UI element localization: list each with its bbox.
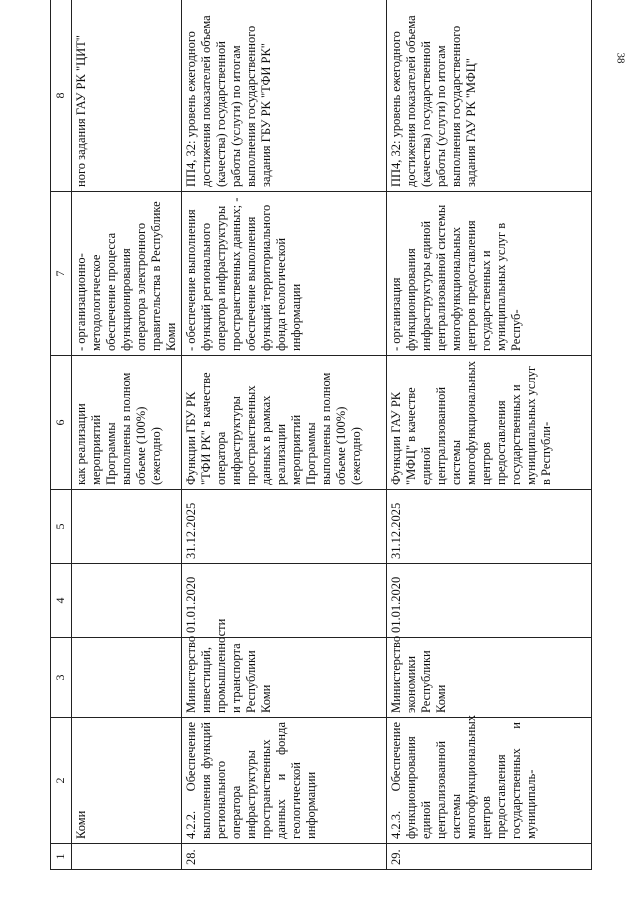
program-table bbox=[50, 0, 592, 870]
responsible: Министерство инвестиций, промышленности и транспорта Республики Коми bbox=[182, 638, 387, 718]
row-number: 28. bbox=[182, 844, 387, 870]
activity-name: Коми bbox=[72, 718, 182, 844]
table-row bbox=[182, 0, 387, 870]
header-cell: 5 bbox=[51, 490, 72, 564]
start-date: 01.01.2020 bbox=[182, 564, 387, 638]
start-date bbox=[72, 564, 182, 638]
responsible: Министерство экономики Республики Коми bbox=[387, 638, 592, 718]
activity-name: 4.2.2. Обеспечение выполнения функций регионального оператора инфраструктуры пространственных данных и фонда геологической информации bbox=[182, 718, 387, 844]
indicator-link: ного задания ГАУ РК "ЦИТ" bbox=[72, 0, 182, 192]
page-number: 38 bbox=[614, 52, 627, 64]
main-directions: - организация функционирования инфраструктуры единой централизованной системы многофункциональных центров предоставления государственных и муниципальных услуг в Респуб- bbox=[387, 192, 592, 356]
rotated-table-wrapper bbox=[50, 0, 610, 870]
header-cell: 2 bbox=[51, 718, 72, 844]
end-date bbox=[72, 490, 182, 564]
indicator-link: ПП4, 32: уровень ежегодного достижения показателей объема (качества) государственной работы (услуги) по итогам выполнения государственного задания ГАУ РК "МФЦ" bbox=[387, 0, 592, 192]
expected-result: как реализации мероприятий Программы выполнены в полном объеме (100%) (ежегодно) bbox=[72, 356, 182, 490]
activity-name: 4.2.3. Обеспечение функционирования единой централизованной системы многофункциональных центров предоставления государственных и муниципаль- bbox=[387, 718, 592, 844]
header-row bbox=[51, 0, 72, 870]
end-date: 31.12.2025 bbox=[182, 490, 387, 564]
row-number: 29. bbox=[387, 844, 592, 870]
header-cell: 7 bbox=[51, 192, 72, 356]
expected-result: Функции ГАУ РК "МФЦ" в качестве единой централизованной системы многофункциональных центров предоставления государственных и муниципальных услуг в Республи- bbox=[387, 356, 592, 490]
main-directions: - организационно-методологическое обеспечение процесса функционирования оператора электронного правительства в Республике Коми bbox=[72, 192, 182, 356]
start-date: 01.01.2020 bbox=[387, 564, 592, 638]
expected-result: Функции ГБУ РК "ТФИ РК" в качестве оператора инфраструктуры пространственных данных в рамках реализации мероприятий Программы выполнены в полном объеме (100%) (ежегодно) bbox=[182, 356, 387, 490]
header-cell: 6 bbox=[51, 356, 72, 490]
end-date: 31.12.2025 bbox=[387, 490, 592, 564]
header-cell: 8 bbox=[51, 0, 72, 192]
table-row bbox=[387, 0, 592, 870]
header-cell: 4 bbox=[51, 564, 72, 638]
header-cell: 3 bbox=[51, 638, 72, 718]
main-directions: - обеспечение выполнения функций регионального оператора инфраструктуры пространственных данных; - обеспечение выполнения функций территориального фонда геологической информации bbox=[182, 192, 387, 356]
header-cell: 1 bbox=[51, 844, 72, 870]
row-number bbox=[72, 844, 182, 870]
indicator-link: ПП4, 32: уровень ежегодного достижения показателей объема (качества) государственной работы (услуги) по итогам выполнения государственного задания ГБУ РК "ТФИ РК" bbox=[182, 0, 387, 192]
table-row bbox=[72, 0, 182, 870]
responsible bbox=[72, 638, 182, 718]
